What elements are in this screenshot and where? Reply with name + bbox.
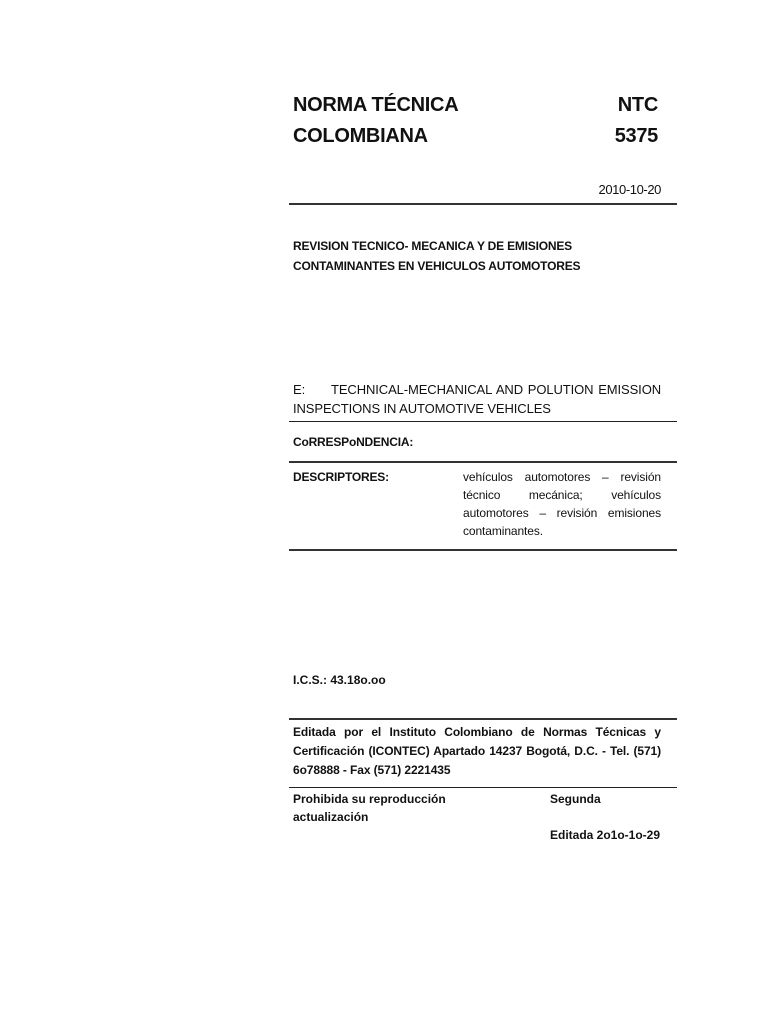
reproduction-notice: Prohibida su reproducción actualización xyxy=(293,792,446,824)
spanish-title-line-1: REVISION TECNICO- MECANICA Y DE EMISIONES xyxy=(293,239,572,253)
update-label: Segunda xyxy=(550,792,601,806)
standard-title xyxy=(293,90,458,152)
spanish-title xyxy=(293,236,673,276)
divider-ics xyxy=(289,718,677,720)
english-title xyxy=(293,380,661,418)
title-line-2: COLOMBIANA xyxy=(293,125,428,147)
english-title-label: E: xyxy=(293,382,306,397)
descriptores-label: DESCRIPTORES: xyxy=(293,470,389,484)
ics-code: I.C.S.: 43.18o.oo xyxy=(293,673,386,687)
edited-date: Editada 2o1o-1o-29 xyxy=(550,828,661,842)
divider-correspondencia xyxy=(289,461,677,463)
divider-descriptores xyxy=(289,549,677,551)
title-line-1: NORMA TÉCNICA xyxy=(293,94,459,116)
code-line-1: NTC xyxy=(617,94,658,116)
publication-date: 2010-10-20 xyxy=(598,182,661,197)
correspondencia-label: CoRRESPoNDENCIA: xyxy=(293,435,414,449)
code-line-2: 5375 xyxy=(614,125,658,147)
spanish-title-line-2: CONTAMINANTES EN VEHICULOS AUTOMOTORES xyxy=(293,259,581,273)
divider-header xyxy=(289,203,677,205)
english-title-text: TECHNICAL-MECHANICAL AND POLUTION EMISSION INSPECTIONS IN AUTOMOTIVE VEHICLES xyxy=(293,382,661,416)
divider-english xyxy=(289,421,677,422)
descriptores-text: vehículos automotores – revisión técnico mecánica; vehículos automotores – revisión emisiones contaminantes. xyxy=(463,470,661,538)
divider-edition xyxy=(289,787,677,788)
standard-code xyxy=(560,90,658,152)
edition-statement: Editada por el Instituto Colombiano de Normas Técnicas y Certificación (ICONTEC) Apartado 14237 Bogotá, D.C. - Tel. (571) 6o78888 - Fax (571) 2221435 xyxy=(293,725,661,777)
